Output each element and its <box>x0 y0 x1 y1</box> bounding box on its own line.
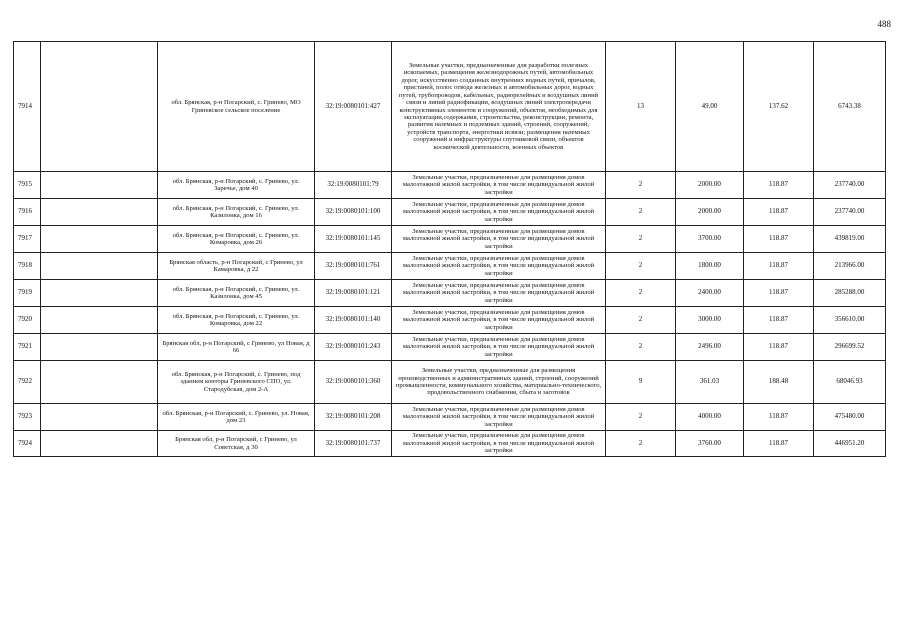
cell-blank <box>41 253 158 280</box>
cell-area: 2496.00 <box>676 334 744 361</box>
cell-area: 3000.00 <box>676 307 744 334</box>
cell-row-number: 7915 <box>14 172 41 199</box>
cell-specific-value: 118.87 <box>744 280 814 307</box>
cell-land-use-category: Земельные участки, предназначенные для размещения домов малоэтажной жилой застройки, в том числе индивидуальной жилой застройки <box>392 253 606 280</box>
cell-land-use-category: Земельные участки, предназначенные для размещения домов малоэтажной жилой застройки, в том числе индивидуальной жилой застройки <box>392 307 606 334</box>
table-row <box>14 307 886 334</box>
cell-address: обл. Брянская, р-н Погарский, с. Гринево, ул. Казилонка, дом 16 <box>158 199 315 226</box>
cell-group: 2 <box>606 431 676 457</box>
table-body <box>14 42 886 457</box>
cell-group: 2 <box>606 199 676 226</box>
cell-area: 4000.00 <box>676 404 744 431</box>
cell-cadastral-number: 32:19:0080101:737 <box>315 431 392 457</box>
cell-address: обл. Брянская, р-н Погарский, с. Гринево, ул. Комаровка, дом 26 <box>158 226 315 253</box>
cell-blank <box>41 334 158 361</box>
cell-cadastral-value: 285288.00 <box>814 280 886 307</box>
cell-cadastral-number: 32:19:0080101:761 <box>315 253 392 280</box>
table-row <box>14 404 886 431</box>
cell-row-number: 7914 <box>14 42 41 172</box>
table-row <box>14 199 886 226</box>
cell-land-use-category: Земельные участки, предназначенные для размещения домов малоэтажной жилой застройки, в том числе индивидуальной жилой застройки <box>392 172 606 199</box>
cell-blank <box>41 280 158 307</box>
cell-blank <box>41 226 158 253</box>
land-plots-table <box>13 41 886 457</box>
cell-row-number: 7916 <box>14 199 41 226</box>
cell-row-number: 7919 <box>14 280 41 307</box>
cell-cadastral-number: 32:19:0080101:243 <box>315 334 392 361</box>
cell-address: обл. Брянская, р-н Погарский, с. Гринево, ул. Новая, дом 23 <box>158 404 315 431</box>
cell-row-number: 7917 <box>14 226 41 253</box>
cell-group: 2 <box>606 253 676 280</box>
cell-group: 13 <box>606 42 676 172</box>
cell-address: обл. Брянская, р-н Погарский, с. Гринево, ул. Комаровка, дом 22 <box>158 307 315 334</box>
cell-cadastral-value: 68046.93 <box>814 361 886 404</box>
cell-land-use-category: Земельные участки, предназначенные для размещения домов малоэтажной жилой застройки, в том числе индивидуальной жилой застройки <box>392 404 606 431</box>
cell-address: обл. Брянская, р-н Погарский, с. Гринево, ул. Заречье, дом 40 <box>158 172 315 199</box>
cell-area: 49.00 <box>676 42 744 172</box>
cell-specific-value: 118.87 <box>744 199 814 226</box>
cell-specific-value: 118.87 <box>744 404 814 431</box>
cell-land-use-category: Земельные участки, предназначенные для разработки полезных ископаемых, размещения железнодорожных путей, автомобильных дорог, искусственно созданных внутренних водных путей, причалов, пристаней, полос отвода железных и автомобильных дорог, водных путей, трубопроводов, кабельных, радиорелейных и воздушных линий связи и линий радиофикации, воздушных линий электропередачи конструктивных элементов и сооружений, объектов, необходимых для эксплуатации,содержания, строительства, реконструкции, ремонта, развития наземных и подземных зданий, строений, сооружений, устройств транспорта, энергетики исвязи; размещения наземных сооружений и инфраструктуры спутниковой связи, объектов космической деятельности, военных объектов <box>392 42 606 172</box>
cell-cadastral-number: 32:19:0080101:427 <box>315 42 392 172</box>
cell-cadastral-value: 356610.00 <box>814 307 886 334</box>
cell-group: 2 <box>606 334 676 361</box>
cell-specific-value: 118.87 <box>744 172 814 199</box>
cell-group: 9 <box>606 361 676 404</box>
cell-area: 3700.00 <box>676 226 744 253</box>
cell-specific-value: 118.87 <box>744 253 814 280</box>
cell-area: 3760.00 <box>676 431 744 457</box>
cell-area: 1800.00 <box>676 253 744 280</box>
cell-area: 2000.00 <box>676 172 744 199</box>
cell-address: обл. Брянская, р-н Погарский, с. Гринево, под зданием конторы Гриневского СПО, ул. Стародубская, дом 2-А <box>158 361 315 404</box>
cell-cadastral-value: 237740.00 <box>814 172 886 199</box>
cell-blank <box>41 307 158 334</box>
cell-group: 2 <box>606 307 676 334</box>
cell-row-number: 7922 <box>14 361 41 404</box>
table-row <box>14 334 886 361</box>
cell-address: обл. Брянская, р-н Погарский, с. Гринево, МО Гриневское сельское поселение <box>158 42 315 172</box>
cell-specific-value: 137.62 <box>744 42 814 172</box>
page-number: 488 <box>877 19 891 29</box>
cell-cadastral-value: 296699.52 <box>814 334 886 361</box>
cell-blank <box>41 361 158 404</box>
cell-land-use-category: Земельные участки, предназначенные для размещения домов малоэтажной жилой застройки, в том числе индивидуальной жилой застройки <box>392 199 606 226</box>
cell-blank <box>41 199 158 226</box>
cell-area: 2000.00 <box>676 199 744 226</box>
cell-blank <box>41 431 158 457</box>
cell-group: 2 <box>606 404 676 431</box>
cell-specific-value: 118.87 <box>744 307 814 334</box>
cell-cadastral-value: 237740.00 <box>814 199 886 226</box>
cell-cadastral-number: 32:19:0080101:121 <box>315 280 392 307</box>
table-row <box>14 253 886 280</box>
cell-cadastral-number: 32:19:0080101:145 <box>315 226 392 253</box>
cell-cadastral-number: 32:19:0080101:79 <box>315 172 392 199</box>
cell-blank <box>41 42 158 172</box>
cell-blank <box>41 172 158 199</box>
cell-land-use-category: Земельные участки, предназначенные для размещения домов малоэтажной жилой застройки, в том числе индивидуальной жилой застройки <box>392 431 606 457</box>
cell-address: Брянская область, р-н Погарский, с Гринево, ул Камаровка, д 22 <box>158 253 315 280</box>
cell-group: 2 <box>606 280 676 307</box>
cell-specific-value: 118.87 <box>744 431 814 457</box>
cell-row-number: 7921 <box>14 334 41 361</box>
cell-address: Брянская обл, р-н Погарский, с Гринево, ул Советская, д 30 <box>158 431 315 457</box>
cell-group: 2 <box>606 172 676 199</box>
cell-cadastral-value: 439819.00 <box>814 226 886 253</box>
cell-cadastral-value: 213966.00 <box>814 253 886 280</box>
cell-row-number: 7924 <box>14 431 41 457</box>
cell-row-number: 7923 <box>14 404 41 431</box>
cell-cadastral-number: 32:19:0080101:360 <box>315 361 392 404</box>
cell-cadastral-number: 32:19:0080101:208 <box>315 404 392 431</box>
cell-area: 361.03 <box>676 361 744 404</box>
cell-land-use-category: Земельные участки, предназначенные для размещения домов малоэтажной жилой застройки, в том числе индивидуальной жилой застройки <box>392 280 606 307</box>
cell-area: 2400.00 <box>676 280 744 307</box>
table-row <box>14 280 886 307</box>
cell-row-number: 7918 <box>14 253 41 280</box>
cell-blank <box>41 404 158 431</box>
cell-cadastral-value: 446951.20 <box>814 431 886 457</box>
table-row <box>14 226 886 253</box>
table-row <box>14 42 886 172</box>
table-row <box>14 361 886 404</box>
cell-specific-value: 118.87 <box>744 334 814 361</box>
cell-row-number: 7920 <box>14 307 41 334</box>
cell-land-use-category: Земельные участки, предназначенные для размещения производственных и административных зданий, строений, сооружений промышленности, коммунального хозяйства, материально-технического, продовольственного снабжения, сбыта и заготовок <box>392 361 606 404</box>
cell-land-use-category: Земельные участки, предназначенные для размещения домов малоэтажной жилой застройки, в том числе индивидуальной жилой застройки <box>392 226 606 253</box>
cell-specific-value: 118.87 <box>744 226 814 253</box>
table-row <box>14 172 886 199</box>
cell-cadastral-number: 32:19:0080101:100 <box>315 199 392 226</box>
cell-group: 2 <box>606 226 676 253</box>
cell-address: обл. Брянская, р-н Погарский, с. Гринево, ул. Казилонка, дом 45 <box>158 280 315 307</box>
cell-address: Брянская обл, р-н Погарский, с Гринево, ул Новая, д 66 <box>158 334 315 361</box>
cell-land-use-category: Земельные участки, предназначенные для размещения домов малоэтажной жилой застройки, в том числе индивидуальной жилой застройки <box>392 334 606 361</box>
table-row <box>14 431 886 457</box>
cell-cadastral-value: 6743.38 <box>814 42 886 172</box>
cell-specific-value: 188.48 <box>744 361 814 404</box>
cell-cadastral-value: 475480.00 <box>814 404 886 431</box>
cell-cadastral-number: 32:19:0080101:140 <box>315 307 392 334</box>
